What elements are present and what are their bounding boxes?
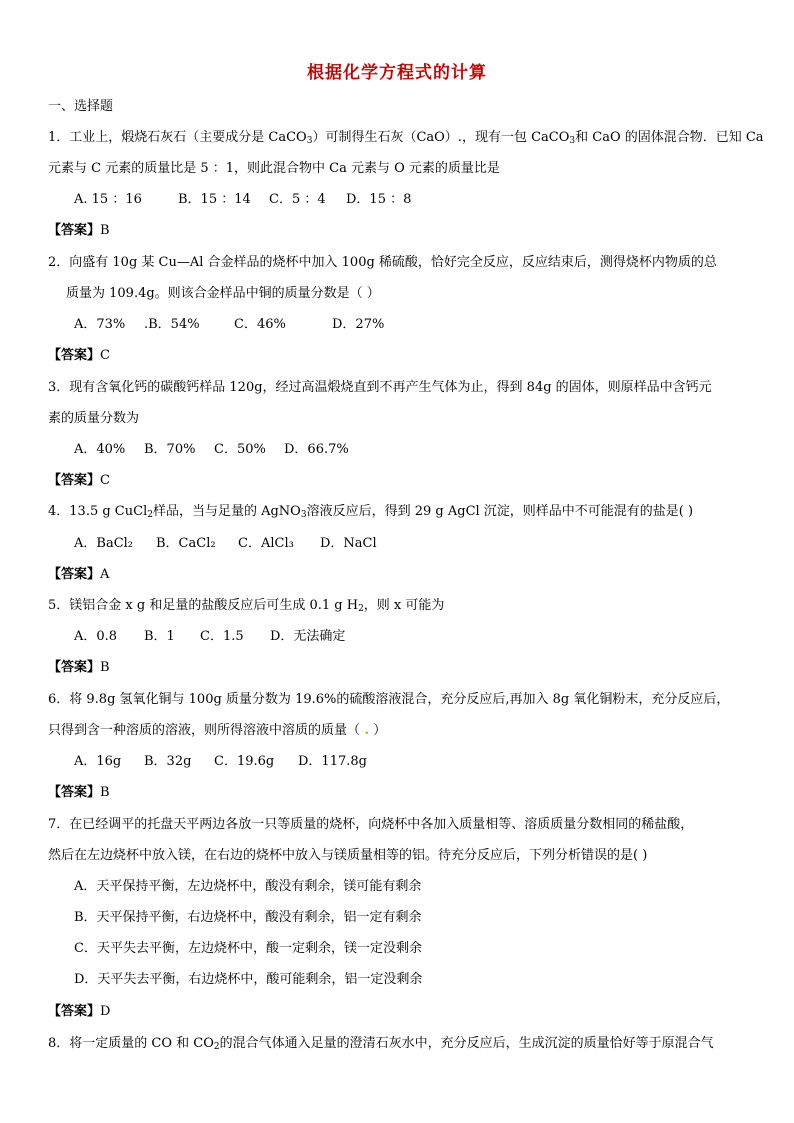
answer-4: 【答案】A (48, 567, 110, 582)
answer-7: 【答案】D (48, 1004, 111, 1019)
option-c: C．46% (234, 317, 286, 332)
option-a: A．BaCl₂ (74, 536, 134, 551)
option-c: C．19.6g (214, 754, 275, 769)
question-3-options (74, 441, 754, 459)
question-7-line-2: 然后在左边烧杯中放入镁，在右边的烧杯中放入与镁质量相等的铝。待充分反应后，下列分析错误的是( ) (48, 848, 648, 863)
question-2-line-2: 质量为 109.4g。则该合金样品中铜的质量分数是（ ） (66, 286, 380, 301)
question-7-option-a: A．天平保持平衡，左边烧杯中，酸没有剩余，镁可能有剩余 (74, 879, 422, 894)
question-6-options (74, 753, 754, 771)
question-2-options (74, 316, 754, 334)
question-1-line-2: 元素与 C 元素的质量比是 5 ：1，则此混合物中 Ca 元素与 O 元素的质量比是 (48, 161, 500, 176)
option-b: B．CaCl₂ (156, 536, 216, 551)
question-6-line-1: 6．将 9.8g 氢氧化铜与 100g 质量分数为 19.6%的硫酸溶液混合，充分反应后,再加入 8g 氧化铜粉末，充分反应后， (48, 692, 730, 707)
answer-3: 【答案】C (48, 473, 110, 488)
option-c: C．AlCl₃ (238, 536, 294, 551)
answer-5: 【答案】B (48, 660, 110, 675)
question-5-line-1: 5．镁铝合金 x g 和足量的盐酸反应后可生成 0.1 g $H_2$，则 x 可能为 (48, 598, 445, 614)
option-d: D．27% (332, 317, 385, 332)
answer-6: 【答案】B (48, 785, 110, 800)
option-b: B．70% (144, 442, 196, 457)
question-2-line-1: 2．向盛有 10g 某 Cu—Al 合金样品的烧杯中加入 100g 稀硫酸，恰好完全反应，反应结束后，测得烧杯内物质的总 (48, 255, 717, 270)
question-6-line-2: 只得到含一种溶质的溶液，则所得溶液中溶质的质量（ . ） (48, 723, 387, 738)
option-d: D．66.7% (284, 442, 349, 457)
option-d: D．15 ：8 (346, 192, 412, 207)
option-a: A．73% (74, 317, 126, 332)
option-c: C．5 ：4 (269, 192, 326, 207)
question-7-line-1: 7．在已经调平的托盘天平两边各放一只等质量的烧杯，向烧杯中各加入质量相等、溶质质量分数相同的稀盐酸， (48, 817, 694, 832)
question-8-line-1: 8．将一定质量的 CO 和 $CO_2$的混合气体通入足量的澄清石灰水中，充分反应后，生成沉淀的质量恰好等于原混合气 (48, 1036, 714, 1052)
question-5-options (74, 628, 754, 646)
answer-1: 【答案】B (48, 223, 110, 238)
question-4-line-1: 4．13.5 g CuCl$_2$样品，当与足量的 AgNO$_3$溶液反应后，得到 29 g AgCl 沉淀，则样品中不可能混有的盐是( ) (48, 504, 694, 520)
question-7-option-d: D．天平失去平衡，右边烧杯中，酸可能剩余，铝一定没剩余 (74, 972, 423, 987)
option-a: A．16g (74, 754, 122, 769)
question-3-line-2: 素的质量分数为 (48, 411, 140, 426)
question-7-option-b: B．天平保持平衡，右边烧杯中，酸没有剩余，铝一定有剩余 (74, 910, 422, 925)
option-c: C．1.5 (200, 629, 244, 644)
option-d: D．无法确定 (270, 629, 346, 644)
question-1-line-1: 1．工业上，煅烧石灰石（主要成分是 CaCO$_3$）可制得生石灰（CaO）.，现有一包 CaCO$_3$和 CaO 的固体混合物．已知 Ca (48, 130, 764, 146)
option-b: .B．54% (144, 317, 200, 332)
option-c: C．50% (214, 442, 266, 457)
option-b: B．15 ：14 (178, 192, 251, 207)
option-a: A. 15 ：16 (74, 192, 142, 207)
option-a: A．0.8 (74, 629, 118, 644)
option-d: D．117.8g (298, 754, 367, 769)
question-7-option-c: C．天平失去平衡，左边烧杯中，酸一定剩余，镁一定没剩余 (74, 941, 422, 956)
option-d: D．NaCl (320, 536, 377, 551)
answer-2: 【答案】C (48, 348, 110, 363)
question-4-options (74, 535, 754, 553)
option-a: A．40% (74, 442, 126, 457)
option-b: B．32g (144, 754, 192, 769)
option-b: B．1 (144, 629, 175, 644)
section-heading: 一、选择题 (48, 99, 114, 114)
page-title: 根据化学方程式的计算 (307, 63, 487, 83)
question-3-line-1: 3．现有含氧化钙的碳酸钙样品 120g，经过高温煅烧直到不再产生气体为止，得到 84g 的固体，则原样品中含钙元 (48, 380, 712, 395)
question-1-options (74, 191, 754, 209)
